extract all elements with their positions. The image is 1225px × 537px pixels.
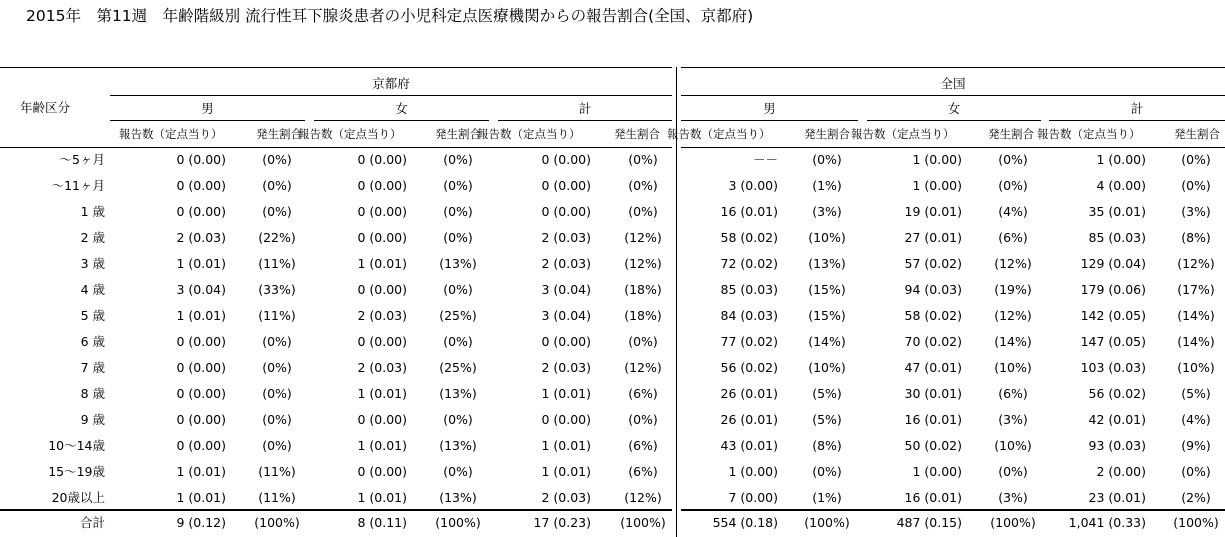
rate-cell: (11%) <box>258 464 296 479</box>
report-count-cell: 85 (0.03) <box>1088 230 1146 245</box>
rate-cell: (0%) <box>262 360 292 375</box>
report-count-cell: 3 (0.04) <box>176 282 226 297</box>
rate-cell: (4%) <box>998 204 1028 219</box>
report-count-cell: 0 (0.00) <box>357 282 407 297</box>
report-count-cell: 1 (0.01) <box>176 308 226 323</box>
report-count-cell: 147 (0.05) <box>1080 334 1146 349</box>
rate-header: 発生割合 <box>1174 127 1220 141</box>
report-count-cell: 58 (0.02) <box>904 308 962 323</box>
report-count-cell: 70 (0.02) <box>904 334 962 349</box>
report-count-cell: 1,041 (0.33) <box>1068 515 1146 530</box>
report-count-cell: 0 (0.00) <box>357 230 407 245</box>
report-count-cell: 0 (0.00) <box>357 178 407 193</box>
rate-cell: (0%) <box>262 152 292 167</box>
report-count-cell: 17 (0.23) <box>533 515 591 530</box>
report-count-cell: 0 (0.00) <box>357 412 407 427</box>
report-count-cell: 1 (0.01) <box>541 464 591 479</box>
rate-cell: (10%) <box>808 360 846 375</box>
age-row-label: 8 歳 <box>80 386 105 401</box>
age-row-label: 10～14歳 <box>48 438 105 453</box>
sex-group-header: 計 <box>578 101 592 116</box>
report-count-cell: 58 (0.02) <box>720 230 778 245</box>
rate-cell: (17%) <box>1177 282 1215 297</box>
rate-cell: (13%) <box>439 386 477 401</box>
report-count-cell: 0 (0.00) <box>541 412 591 427</box>
report-count-cell: 23 (0.01) <box>1088 490 1146 505</box>
group-underline <box>498 120 672 121</box>
report-count-cell: 72 (0.02) <box>720 256 778 271</box>
region-header: 全国 <box>940 76 966 91</box>
rate-cell: (6%) <box>998 230 1028 245</box>
sex-group-header: 女 <box>395 101 408 116</box>
age-row-label: 15～19歳 <box>48 464 105 479</box>
rate-cell: (14%) <box>1177 334 1215 349</box>
report-count-cell: 0 (0.00) <box>357 204 407 219</box>
age-row-label: 6 歳 <box>80 334 105 349</box>
report-count-cell: 42 (0.01) <box>1088 412 1146 427</box>
rate-cell: (0%) <box>628 178 658 193</box>
rate-header: 発生割合 <box>614 127 660 141</box>
rate-cell: (19%) <box>994 282 1032 297</box>
report-count-cell: 94 (0.03) <box>904 282 962 297</box>
rate-cell: (1%) <box>812 178 842 193</box>
report-count-cell: 84 (0.03) <box>720 308 778 323</box>
rate-cell: (10%) <box>808 230 846 245</box>
age-row-label: 4 歳 <box>80 282 105 297</box>
total-row-label: 合計 <box>79 515 105 530</box>
group-underline <box>867 120 1041 121</box>
report-count-cell: 0 (0.00) <box>176 386 226 401</box>
rate-cell: (0%) <box>1181 464 1211 479</box>
rate-header: 発生割合 <box>804 127 850 141</box>
report-count-cell: 56 (0.02) <box>1088 386 1146 401</box>
rate-cell: (14%) <box>1177 308 1215 323</box>
age-row-label: 5 歳 <box>80 308 105 323</box>
report-count-cell: 142 (0.05) <box>1080 308 1146 323</box>
report-count-header: 報告数（定点当り） <box>667 127 771 141</box>
rate-header: 発生割合 <box>988 127 1034 141</box>
report-count-cell: 0 (0.00) <box>176 412 226 427</box>
rate-cell: (5%) <box>812 412 842 427</box>
report-count-cell: 0 (0.00) <box>176 438 226 453</box>
rate-cell: (5%) <box>1181 386 1211 401</box>
report-count-cell: 3 (0.00) <box>728 178 778 193</box>
report-count-cell: 103 (0.03) <box>1080 360 1146 375</box>
rate-cell: (18%) <box>624 282 662 297</box>
report-count-cell: 1 (0.00) <box>912 178 962 193</box>
region-underline <box>110 95 672 96</box>
report-count-cell: 1 (0.00) <box>912 464 962 479</box>
age-row-label: 3 歳 <box>80 256 105 271</box>
age-column-header: 年齢区分 <box>19 100 70 115</box>
rate-cell: (0%) <box>262 412 292 427</box>
report-count-cell: 2 (0.03) <box>541 360 591 375</box>
rate-cell: (0%) <box>628 204 658 219</box>
report-count-cell: 179 (0.06) <box>1080 282 1146 297</box>
rate-cell: (0%) <box>262 334 292 349</box>
report-count-cell: 2 (0.03) <box>357 360 407 375</box>
report-count-cell: 0 (0.00) <box>541 178 591 193</box>
rate-cell: (11%) <box>258 256 296 271</box>
rate-cell: (13%) <box>808 256 846 271</box>
report-count-cell: 16 (0.01) <box>904 490 962 505</box>
age-row-label: 9 歳 <box>80 412 105 427</box>
report-count-cell: 2 (0.03) <box>176 230 226 245</box>
report-count-cell: 2 (0.03) <box>541 230 591 245</box>
report-count-cell: 487 (0.15) <box>896 515 962 530</box>
report-count-cell: 0 (0.00) <box>176 152 226 167</box>
rate-cell: (3%) <box>812 204 842 219</box>
rate-cell: (25%) <box>439 360 477 375</box>
group-underline <box>314 120 489 121</box>
report-count-header: 報告数（定点当り） <box>298 127 402 141</box>
report-count-cell: 1 (0.00) <box>728 464 778 479</box>
report-count-cell: 9 (0.12) <box>176 515 226 530</box>
rate-cell: (0%) <box>443 178 473 193</box>
report-count-cell: 1 (0.00) <box>912 152 962 167</box>
report-count-cell: 554 (0.18) <box>712 515 778 530</box>
report-count-cell: 85 (0.03) <box>720 282 778 297</box>
rate-cell: (33%) <box>258 282 296 297</box>
report-count-cell: 1 (0.01) <box>357 386 407 401</box>
rate-cell: (15%) <box>808 282 846 297</box>
report-count-cell: 1 (0.01) <box>541 386 591 401</box>
region-underline <box>681 95 1225 96</box>
rate-cell: (0%) <box>262 204 292 219</box>
rate-cell: (100%) <box>990 515 1036 530</box>
rate-cell: (15%) <box>808 308 846 323</box>
age-row-label: ～11ヶ月 <box>51 178 105 193</box>
report-count-cell: 2 (0.00) <box>1096 464 1146 479</box>
report-count-cell: 1 (0.00) <box>1096 152 1146 167</box>
rate-cell: (3%) <box>1181 204 1211 219</box>
rate-cell: (100%) <box>254 515 300 530</box>
rate-cell: (11%) <box>258 308 296 323</box>
rate-cell: (6%) <box>628 438 658 453</box>
report-count-cell: 16 (0.01) <box>720 204 778 219</box>
report-count-cell: 2 (0.03) <box>541 256 591 271</box>
rate-cell: (6%) <box>628 386 658 401</box>
rate-cell: (0%) <box>443 412 473 427</box>
report-count-cell: 0 (0.00) <box>176 204 226 219</box>
report-count-cell: 1 (0.01) <box>176 490 226 505</box>
report-count-header: 報告数（定点当り） <box>1037 127 1141 141</box>
rate-cell: (0%) <box>998 178 1028 193</box>
rate-cell: (25%) <box>439 308 477 323</box>
report-count-cell: 0 (0.00) <box>176 334 226 349</box>
sex-group-header: 男 <box>201 101 214 116</box>
report-count-cell: 7 (0.00) <box>728 490 778 505</box>
report-count-cell: 47 (0.01) <box>904 360 962 375</box>
report-count-cell: 77 (0.02) <box>720 334 778 349</box>
age-row-label: 7 歳 <box>80 360 105 375</box>
rate-cell: (0%) <box>1181 178 1211 193</box>
report-count-cell: 0 (0.00) <box>176 360 226 375</box>
report-count-cell: 27 (0.01) <box>904 230 962 245</box>
rate-cell: (18%) <box>624 308 662 323</box>
rate-cell: (8%) <box>812 438 842 453</box>
rate-cell: (10%) <box>994 438 1032 453</box>
sex-group-header: 男 <box>763 101 776 116</box>
rate-cell: (10%) <box>994 360 1032 375</box>
rate-cell: (3%) <box>998 490 1028 505</box>
rate-cell: (22%) <box>258 230 296 245</box>
report-count-cell: 1 (0.01) <box>357 490 407 505</box>
rate-cell: (100%) <box>620 515 666 530</box>
sex-group-header: 計 <box>1130 101 1144 116</box>
age-row-label: ～5ヶ月 <box>59 152 105 167</box>
report-count-header: 報告数（定点当り） <box>851 127 955 141</box>
rate-cell: (6%) <box>998 386 1028 401</box>
rate-header: 発生割合 <box>435 127 481 141</box>
rate-cell: (12%) <box>624 490 662 505</box>
report-count-cell: 4 (0.00) <box>1096 178 1146 193</box>
report-count-cell: 3 (0.04) <box>541 308 591 323</box>
rate-cell: (14%) <box>808 334 846 349</box>
rate-cell: (2%) <box>1181 490 1211 505</box>
rate-cell: (0%) <box>443 282 473 297</box>
rate-cell: (12%) <box>624 230 662 245</box>
report-count-header: 報告数（定点当り） <box>477 127 581 141</box>
rate-cell: (100%) <box>1173 515 1219 530</box>
report-count-cell: 30 (0.01) <box>904 386 962 401</box>
rate-cell: (5%) <box>812 386 842 401</box>
rate-cell: (0%) <box>443 152 473 167</box>
report-count-cell: 1 (0.01) <box>357 256 407 271</box>
age-row-label: 1 歳 <box>80 204 105 219</box>
report-count-cell: 1 (0.01) <box>357 438 407 453</box>
rate-cell: (4%) <box>1181 412 1211 427</box>
rate-cell: (0%) <box>628 412 658 427</box>
rate-cell: (12%) <box>1177 256 1215 271</box>
report-count-cell: 129 (0.04) <box>1080 256 1146 271</box>
report-count-cell: 16 (0.01) <box>904 412 962 427</box>
rate-cell: (13%) <box>439 256 477 271</box>
report-count-cell: 93 (0.03) <box>1088 438 1146 453</box>
rate-cell: (12%) <box>994 308 1032 323</box>
age-row-label: 20歳以上 <box>51 490 105 505</box>
report-count-cell: 35 (0.01) <box>1088 204 1146 219</box>
report-count-cell: 26 (0.01) <box>720 412 778 427</box>
rate-cell: (0%) <box>443 204 473 219</box>
group-underline <box>681 120 858 121</box>
report-count-cell: 0 (0.00) <box>357 334 407 349</box>
sex-group-header: 女 <box>947 101 961 116</box>
rate-cell: (11%) <box>258 490 296 505</box>
group-underline <box>110 120 305 121</box>
report-count-cell: 8 (0.11) <box>357 515 407 530</box>
report-count-header: 報告数（定点当り） <box>119 127 223 141</box>
rate-cell: (9%) <box>1181 438 1211 453</box>
report-table <box>0 56 1225 537</box>
rate-cell: (0%) <box>262 178 292 193</box>
rate-cell: (0%) <box>998 464 1028 479</box>
table-top-border <box>0 67 672 68</box>
report-count-cell: 3 (0.04) <box>541 282 591 297</box>
region-header: 京都府 <box>372 76 410 91</box>
rate-cell: (0%) <box>998 152 1028 167</box>
age-row-label: 2 歳 <box>80 230 105 245</box>
rate-cell: (12%) <box>624 360 662 375</box>
report-count-cell: 57 (0.02) <box>904 256 962 271</box>
report-count-cell: 56 (0.02) <box>720 360 778 375</box>
rate-cell: (13%) <box>439 438 477 453</box>
report-count-cell: 43 (0.01) <box>720 438 778 453</box>
rate-cell: (0%) <box>443 230 473 245</box>
report-count-cell: 1 (0.01) <box>176 464 226 479</box>
rate-cell: (0%) <box>443 334 473 349</box>
rate-cell: (0%) <box>262 438 292 453</box>
report-count-cell: 0 (0.00) <box>541 334 591 349</box>
rate-cell: (0%) <box>1181 152 1211 167</box>
report-count-cell: 0 (0.00) <box>541 152 591 167</box>
report-count-cell: 0 (0.00) <box>176 178 226 193</box>
rate-cell: (100%) <box>435 515 481 530</box>
rate-cell: (0%) <box>628 152 658 167</box>
group-underline <box>1049 120 1225 121</box>
rate-cell: (14%) <box>994 334 1032 349</box>
table-top-border <box>681 67 1225 68</box>
rate-cell: (100%) <box>804 515 850 530</box>
report-count-cell: 1 (0.01) <box>541 438 591 453</box>
report-count-cell: 0 (0.00) <box>357 464 407 479</box>
report-count-cell: 2 (0.03) <box>357 308 407 323</box>
report-count-cell: 50 (0.02) <box>904 438 962 453</box>
page-title: 2015年 第11週 年齢階級別 流行性耳下腺炎患者の小児科定点医療機関からの報告割合(全国、京都府) <box>26 7 754 25</box>
rate-header: 発生割合 <box>256 127 302 141</box>
rate-cell: (12%) <box>994 256 1032 271</box>
rate-cell: (0%) <box>262 386 292 401</box>
rate-cell: (10%) <box>1177 360 1215 375</box>
rate-cell: (8%) <box>1181 230 1211 245</box>
report-count-cell: 1 (0.01) <box>176 256 226 271</box>
rate-cell: (0%) <box>443 464 473 479</box>
report-count-cell: 26 (0.01) <box>720 386 778 401</box>
rate-cell: (13%) <box>439 490 477 505</box>
rate-cell: (0%) <box>812 464 842 479</box>
rate-cell: (12%) <box>624 256 662 271</box>
report-count-cell: 0 (0.00) <box>541 204 591 219</box>
rate-cell: (3%) <box>998 412 1028 427</box>
report-count-cell: 19 (0.01) <box>904 204 962 219</box>
rate-cell: (6%) <box>628 464 658 479</box>
rate-cell: (0%) <box>812 152 842 167</box>
rate-cell: (0%) <box>628 334 658 349</box>
report-count-cell: 2 (0.03) <box>541 490 591 505</box>
report-count-cell: 0 (0.00) <box>357 152 407 167</box>
report-count-cell: －－ <box>752 152 778 167</box>
rate-cell: (1%) <box>812 490 842 505</box>
